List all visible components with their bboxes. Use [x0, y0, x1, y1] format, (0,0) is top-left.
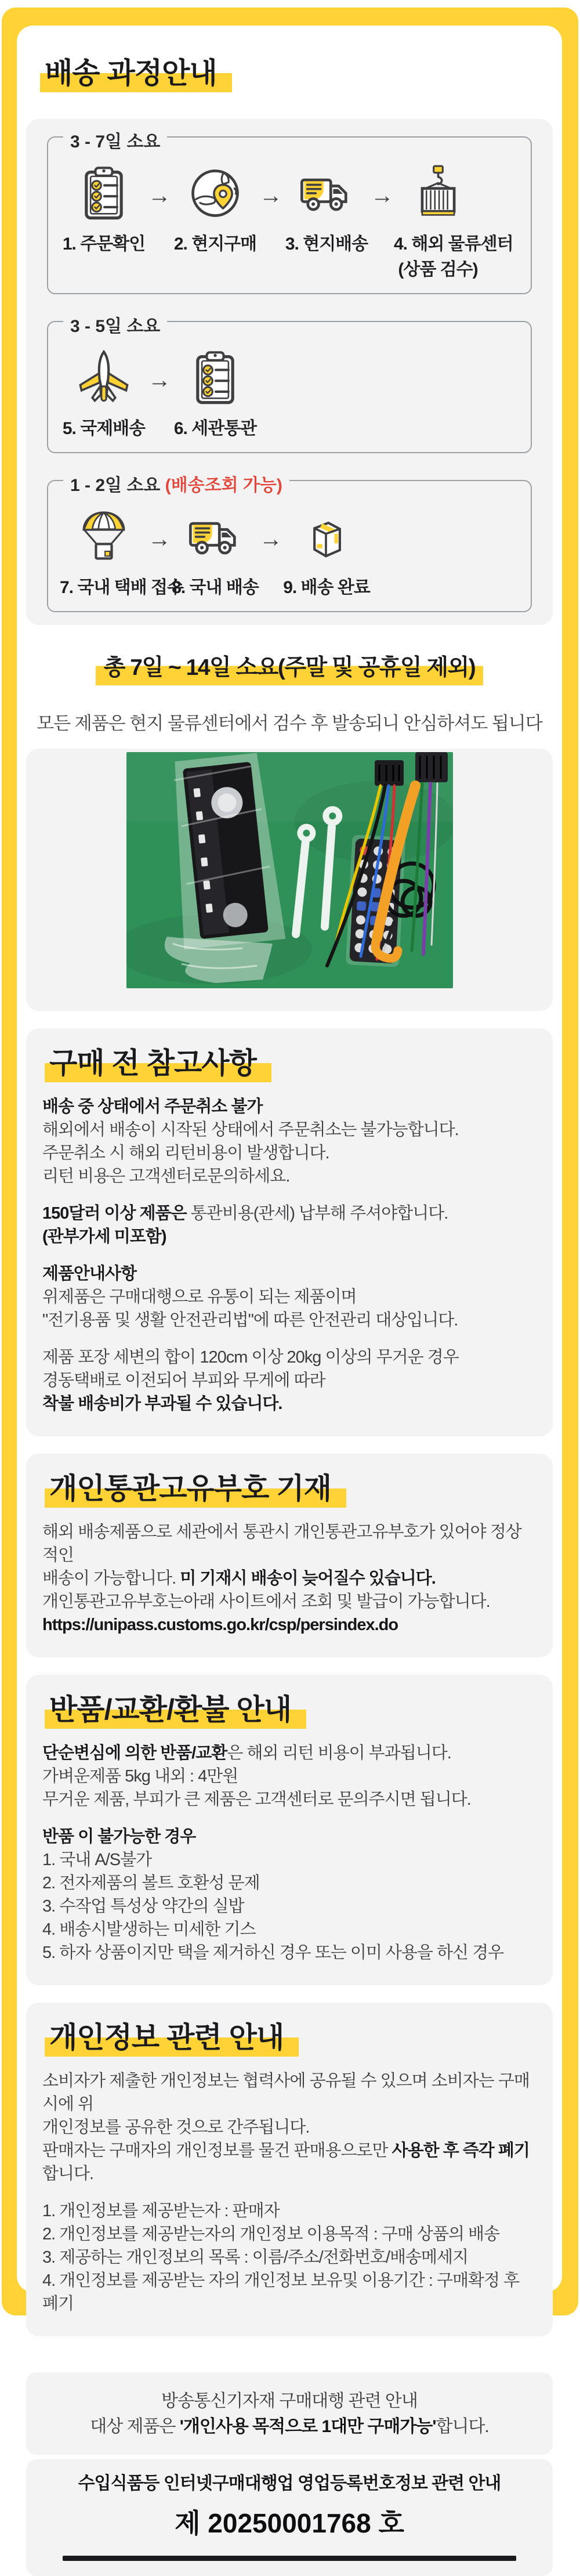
box-icon — [296, 507, 357, 567]
arrow-right-icon: → — [148, 367, 171, 393]
pre-purchase-title: 구매 전 참고사항 — [45, 1047, 536, 1082]
product-photo — [126, 752, 453, 988]
process-steps-row — [60, 163, 520, 280]
process-step — [171, 507, 259, 598]
unipass-link: https://unipass.customs.go.kr/csp/persindex.do — [42, 1616, 398, 1634]
text-line: 리턴 비용은 고객센터로문의하세요. — [42, 1167, 290, 1186]
privacy-items — [42, 2199, 536, 2315]
customs-code-title: 개인통관고유부호 기재 — [45, 1472, 536, 1508]
pre-purchase-section — [26, 1028, 553, 1436]
process-group-2-duration: 3 - 5일 소요 — [63, 312, 167, 337]
broadcast-line: 방송통신기자재 구매대행 관련 안내 — [161, 2391, 418, 2411]
step-label: 9. 배송 완료 — [283, 578, 370, 597]
cancel-head: 배송 중 상태에서 주문취소 불가 — [42, 1097, 263, 1116]
process-panel — [26, 119, 553, 625]
cod-fee-strong: 착불 배송비가 부과될 수 있습니다. — [42, 1394, 282, 1413]
process-group-2 — [47, 317, 532, 453]
process-group-3 — [47, 476, 532, 612]
text-line: 4. 배송시발생하는 미세한 기스 — [42, 1920, 256, 1939]
checklist-icon — [74, 163, 134, 223]
cancel-lines — [42, 1118, 536, 1188]
privacy-use-line: 판매자는 구매자의 개인정보를 물건 판매용으로만 사용한 후 즉각 폐기합니다. — [42, 2141, 530, 2183]
photo-panel — [26, 749, 553, 1011]
step-label: 3. 현지배송 — [285, 234, 368, 254]
process-step — [60, 507, 183, 598]
process-steps-row — [60, 348, 520, 439]
process-step — [60, 163, 148, 255]
checklist-icon — [185, 348, 245, 408]
total-duration-line: 총 7일 ~ 14일 소요(주말 및 공휴일 제외) — [17, 649, 562, 685]
text-line: 해외에서 배송이 시작된 상태에서 주문취소는 불가능합니다. — [42, 1121, 459, 1139]
truck-icon — [185, 507, 245, 567]
process-group-3-duration: 1 - 2일 소요 (배송조회 가능) — [63, 471, 289, 496]
import-license-box — [26, 2459, 553, 2576]
customs-fee-line: 150달러 이상 제품은 통관비용(관세) 납부해 주셔야합니다. — [42, 1204, 448, 1223]
customs-code-line: 해외 배송제품으로 세관에서 통관시 개인통관고유부호가 있어야 정상적인 — [42, 1523, 521, 1565]
content-card — [17, 26, 562, 2538]
step-label: 2. 현지구매 — [173, 234, 257, 254]
text-line: 가벼운제품 5kg 내외 : 4만원 — [42, 1767, 238, 1786]
broadcast-limit-line: 대상 제품은 '개인사용 목적으로 1대만 구매가능'합니다. — [90, 2417, 489, 2436]
truck-icon — [296, 163, 357, 223]
arrow-right-icon: → — [259, 183, 282, 208]
arrow-right-icon: → — [148, 183, 171, 208]
text-line: 2. 전자제품의 볼트 호환성 문제 — [42, 1874, 260, 1892]
text-line: 3. 수작업 특성상 약간의 실밥 — [42, 1897, 244, 1916]
text-line: 개인정보를 공유한 것으로 간주됩니다. — [42, 2118, 310, 2137]
tracking-available-note: (배송조회 가능) — [165, 476, 282, 495]
step-label: 6. 세관통관 — [173, 419, 257, 438]
customs-code-line: 배송이 가능합니다. 미 기재시 배송이 늦어질수 있습니다. — [42, 1569, 436, 1588]
bottom-divider — [63, 2556, 516, 2561]
weight-lines — [42, 1346, 536, 1392]
arrow-right-icon: → — [371, 183, 394, 208]
text-line: 5. 하자 상품이지만 택을 제거하신 경우 또는 이미 사용을 하신 경우 — [42, 1943, 504, 1962]
process-step — [282, 507, 371, 598]
privacy-lines — [42, 2069, 536, 2139]
airplane-icon — [74, 348, 134, 408]
process-group-1-duration: 3 - 7일 소요 — [63, 127, 167, 153]
returns-impossible-list — [42, 1848, 536, 1964]
text-line: 2. 개인정보를 제공받는자의 개인정보 이용목적 : 구매 상품의 배송 — [42, 2225, 500, 2243]
customs-fee-note: (관부가세 미포함) — [42, 1227, 166, 1246]
arrow-right-icon: → — [148, 526, 171, 552]
privacy-section — [26, 2003, 553, 2336]
license-number: 제 20250001768 호 — [175, 2508, 404, 2538]
text-line: 4. 개인정보를 제공받는 자의 개인정보 보유및 이용기간 : 구매확정 후 폐기 — [42, 2271, 520, 2313]
step-label: 1. 주문확인 — [62, 234, 146, 254]
process-steps-row — [60, 507, 520, 598]
returns-impossible-head: 반품 이 불가능한 경우 — [42, 1827, 196, 1846]
globe-pin-icon — [185, 163, 245, 223]
text-line: 무거운 제품, 부피가 큰 제품은 고객센터로 문의주시면 됩니다. — [42, 1790, 471, 1809]
step-label: 5. 국제배송 — [62, 419, 146, 438]
text-line: 경동택배로 이전되어 부피와 무게에 따라 — [42, 1371, 325, 1390]
returns-title: 반품/교환/환불 안내 — [45, 1693, 536, 1729]
step-label: 7. 국내 택배 접수 — [60, 578, 183, 597]
text-line: 1. 개인정보를 제공받는자 : 판매자 — [42, 2202, 280, 2220]
process-group-1 — [47, 132, 532, 294]
returns-cost-lines — [42, 1765, 536, 1811]
import-license-line: 수입식품등 인터넷구매대행업 영업등록번호정보 관련 안내 — [78, 2474, 501, 2493]
process-step — [60, 348, 148, 439]
container-crane-icon — [408, 163, 468, 223]
text-line: 3. 제공하는 개인정보의 목록 : 이름/주소/전화번호/배송메세지 — [42, 2248, 469, 2267]
returns-cost-line: 단순변심에 의한 반품/교환은 해외 리턴 비용이 부과됩니다. — [42, 1744, 451, 1762]
parachute-box-icon — [74, 507, 134, 567]
text-line: 주문취소 시 해외 리턴비용이 발생합니다. — [42, 1144, 329, 1162]
page-title-text: 배송 과정안내 — [40, 57, 232, 92]
broadcast-notice-box — [26, 2372, 553, 2455]
privacy-title: 개인정보 관련 안내 — [45, 2021, 536, 2057]
arrow-right-icon: → — [259, 526, 282, 552]
process-step — [282, 163, 371, 255]
step-label: 4. 해외 물류센터 — [394, 234, 513, 254]
text-line: 소비자가 제출한 개인정보는 협력사에 공유될 수 있으며 소비자는 구매 시에 위 — [42, 2072, 530, 2113]
customs-code-line: 개인통관고유부호는아래 사이트에서 조회 및 발급이 가능합니다. — [42, 1592, 490, 1611]
customs-code-section — [26, 1454, 553, 1657]
process-step — [394, 163, 513, 280]
inspection-notice: 모든 제품은 현지 물류센터에서 검수 후 발송되니 안심하셔도 됩니다 — [37, 713, 542, 734]
process-step — [171, 163, 259, 255]
page-title — [40, 57, 562, 92]
text-line: 제품 포장 세변의 합이 120cm 이상 20kg 이상의 무거운 경우 — [42, 1348, 459, 1367]
text-line: 1. 국내 A/S불가 — [42, 1851, 152, 1869]
product-info-lines — [42, 1285, 536, 1332]
step-label: 8. 국내 배송 — [172, 578, 259, 597]
text-line: "전기용품 및 생활 안전관리법"에 따른 안전관리 대상입니다. — [42, 1311, 458, 1329]
step-sublabel: (상품 검수) — [398, 260, 478, 279]
process-step — [171, 348, 259, 439]
returns-section — [26, 1675, 553, 1985]
product-info-head: 제품안내사항 — [42, 1264, 137, 1283]
text-line: 위제품은 구매대행으로 유통이 되는 제품이며 — [42, 1288, 357, 1306]
